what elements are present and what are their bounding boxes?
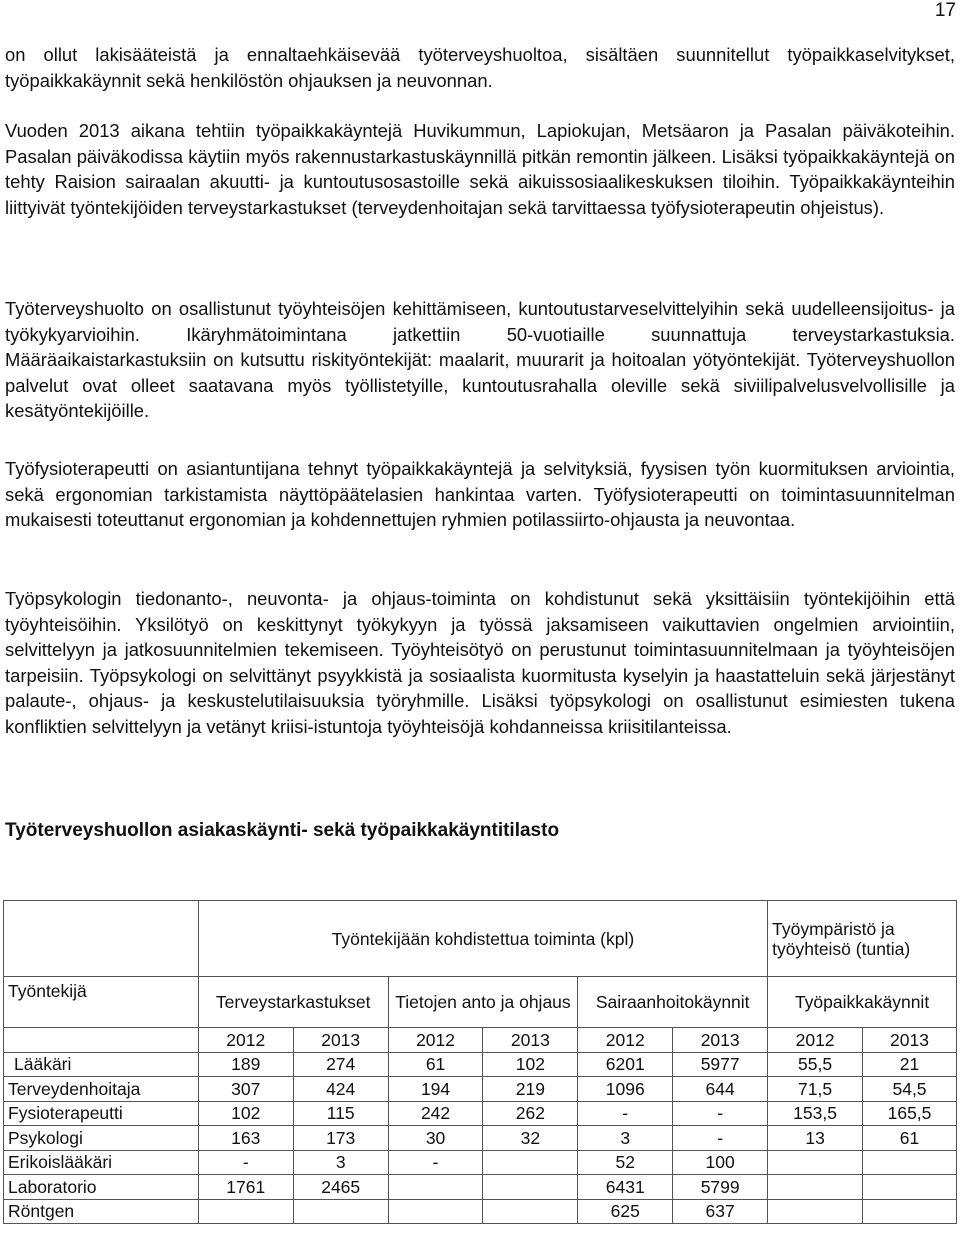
table-corner-cell (4, 901, 199, 977)
table-cell: 6431 (578, 1175, 673, 1200)
column-header-guidance: Tietojen anto ja ohjaus (388, 977, 578, 1028)
row-header-employee: Työntekijä (4, 977, 199, 1028)
table-cell: 13 (768, 1126, 863, 1151)
table-cell: 165,5 (863, 1101, 957, 1126)
table-row-psykologi (4, 1126, 957, 1151)
table-header-row-2 (4, 977, 957, 1028)
table-cell (768, 1199, 863, 1224)
year-cell: 2012 (768, 1028, 863, 1053)
table-row-rontgen (4, 1199, 957, 1224)
table-cell: 307 (198, 1077, 293, 1102)
table-cell (388, 1199, 483, 1224)
year-cell: 2012 (578, 1028, 673, 1053)
table-cell: 61 (863, 1126, 957, 1151)
row-label: Lääkäri (4, 1052, 199, 1077)
table-row-terveydenhoitaja (4, 1077, 957, 1102)
table-cell: 2465 (293, 1175, 388, 1200)
table-cell (483, 1199, 578, 1224)
table-cell: 173 (293, 1126, 388, 1151)
table-cell: 637 (673, 1199, 768, 1224)
table-cell: 30 (388, 1126, 483, 1151)
year-cell: 2013 (293, 1028, 388, 1053)
table-cell: 262 (483, 1101, 578, 1126)
table-cell: 54,5 (863, 1077, 957, 1102)
column-header-sick-visits: Sairaanhoitokäynnit (578, 977, 768, 1028)
table-cell: 102 (198, 1101, 293, 1126)
table-cell: 3 (293, 1150, 388, 1175)
table-cell: 102 (483, 1052, 578, 1077)
table-cell: 1096 (578, 1077, 673, 1102)
table-cell: 32 (483, 1126, 578, 1151)
column-header-workplace-visits: Työpaikkakäynnit (768, 977, 957, 1028)
paragraph-psychologist: Työpsykologin tiedonanto-, neuvonta- ja ohjaus-toiminta on kohdistunut sekä yksittäisiin työntekijöihin että työyhteisöihin. Yksilötyö on keskittynyt työkykyyn ja työssä jaksamiseen vaikuttavien ongelmien arviointiin, selvittelyyn ja jatkosuunnitelmien tekemiseen. Työyhteisötyö on perustunut toimintasuunnitelmaan ja työyhteisöjen tarpeisiin. Työpsykologi on selvittänyt psyykkistä ja sosiaalista kuormitusta kyselyin ja haastatteluin sekä järjestänyt palaute-, ohjaus- ja keskustelutilaisuuksia työryhmille. Lisäksi työpsykologi on osallistunut esimiesten tukena konfliktien selvittelyyn ja vetänyt kriisi-istuntoja työyhteisöjä kohdanneissa kriisitilanteissa. (5, 588, 955, 737)
row-label: Psykologi (4, 1126, 199, 1151)
table-row-laakari (4, 1052, 957, 1077)
row-label: Erikoislääkäri (4, 1150, 199, 1175)
table-row-fysioterapeutti (4, 1101, 957, 1126)
year-cell: 2012 (198, 1028, 293, 1053)
table-cell: - (673, 1126, 768, 1151)
table-cell (483, 1175, 578, 1200)
row-label: Röntgen (4, 1199, 199, 1224)
table-cell: 100 (673, 1150, 768, 1175)
table-cell: 194 (388, 1077, 483, 1102)
table-years-row (4, 1028, 957, 1053)
table-cell: 52 (578, 1150, 673, 1175)
table-cell: 5977 (673, 1052, 768, 1077)
row-label: Laboratorio (4, 1175, 199, 1200)
table-cell: 115 (293, 1101, 388, 1126)
table-row-erikoislaakari (4, 1150, 957, 1175)
table-cell (483, 1150, 578, 1175)
table-cell: 274 (293, 1052, 388, 1077)
column-header-health-checks: Terveystarkastukset (198, 977, 388, 1028)
page-number: 17 (934, 0, 956, 21)
group-header-employee-actions: Työntekijään kohdistettua toiminta (kpl) (198, 901, 767, 977)
table-cell: 163 (198, 1126, 293, 1151)
table-cell: 71,5 (768, 1077, 863, 1102)
group-header-work-environment: Työympäristö ja työyhteisö (tuntia) (768, 901, 957, 977)
section-heading: Työterveyshuollon asiakaskäynti- sekä työpaikkakäyntitilasto (5, 820, 560, 841)
table-cell: - (578, 1101, 673, 1126)
table-cell (768, 1175, 863, 1200)
table-cell (863, 1150, 957, 1175)
table-cell: 189 (198, 1052, 293, 1077)
table-cell (198, 1199, 293, 1224)
paragraph-workplace-visits: Vuoden 2013 aikana tehtiin työpaikkakäyntejä Huvikummun, Lapiokujan, Metsäaron ja Pasalan päiväkoteihin. Pasalan päiväkodissa käytiin myös rakennustarkastuskäynnillä pitkän remontin jälkeen. Lisäksi työpaikkakäyntejä on tehty Raision sairaalan akuutti- ja kuntoutusosastoille sekä aikuissosiaalikeskuksen tiloihin. Työpaikkakäynteihin liittyivät työntekijöiden terveystarkastukset (terveydenhoitajan sekä tarvittaessa työfysioterapeutin ohjeistus). (5, 120, 955, 218)
year-cell: 2012 (388, 1028, 483, 1053)
year-cell: 2013 (673, 1028, 768, 1053)
table-cell (768, 1150, 863, 1175)
table-cell: - (198, 1150, 293, 1175)
row-label: Fysioterapeutti (4, 1101, 199, 1126)
table-cell: 21 (863, 1052, 957, 1077)
table-cell (388, 1175, 483, 1200)
table-cell: 625 (578, 1199, 673, 1224)
table-cell (293, 1199, 388, 1224)
table-cell: 61 (388, 1052, 483, 1077)
table-cell: 5799 (673, 1175, 768, 1200)
table-cell: 1761 (198, 1175, 293, 1200)
table-cell: 242 (388, 1101, 483, 1126)
table-cell: 3 (578, 1126, 673, 1151)
table-header-row-1 (4, 901, 957, 977)
table-cell: 6201 (578, 1052, 673, 1077)
paragraph-physiotherapist: Työfysioterapeutti on asiantuntijana tehnyt työpaikkakäyntejä ja selvityksiä, fyysisen työn kuormituksen arviointia, sekä ergonomian tarkistamista näyttöpäätelasien hankintaa varten. Työfysioterapeutti on toimintasuunnitelman mukaisesti toteuttanut ergonomian ja kohdennettujen ryhmien potilassiirto-ohjausta ja neuvontaa. (5, 458, 955, 530)
table-cell: 219 (483, 1077, 578, 1102)
table-cell: 153,5 (768, 1101, 863, 1126)
table-cell (863, 1199, 957, 1224)
statistics-table (3, 900, 957, 1224)
table-cell: 55,5 (768, 1052, 863, 1077)
table-row-laboratorio (4, 1175, 957, 1200)
paragraph-intro: on ollut lakisääteistä ja ennaltaehkäisevää työterveyshuoltoa, sisältäen suunnitellut työpaikkaselvitykset, työpaikkakäynnit sekä henkilöstön ohjauksen ja neuvonnan. (5, 44, 955, 91)
years-row-empty-cell (4, 1028, 199, 1053)
year-cell: 2013 (863, 1028, 957, 1053)
table-cell: - (388, 1150, 483, 1175)
year-cell: 2013 (483, 1028, 578, 1053)
row-label: Terveydenhoitaja (4, 1077, 199, 1102)
table-cell (863, 1175, 957, 1200)
paragraph-occupational-health: Työterveyshuolto on osallistunut työyhteisöjen kehittämiseen, kuntoutustarveselvittelyihin sekä uudelleensijoitus- ja työkykyarvioihin. Ikäryhmätoimintana jatkettiin 50-vuotiaille suunnattuja terveystarkastuksia. Määräaikaistarkastuksiin on kutsuttu riskityöntekijät: maalarit, muurarit ja hoitoalan yötyöntekijät. Työterveyshuollon palvelut ovat olleet saatavana myös työllistetyille, kuntoutusrahalla oleville sekä siviilipalvelusvelvollisille ja kesätyöntekijöille. (5, 298, 955, 421)
table-cell: 644 (673, 1077, 768, 1102)
table-cell: - (673, 1101, 768, 1126)
table-cell: 424 (293, 1077, 388, 1102)
